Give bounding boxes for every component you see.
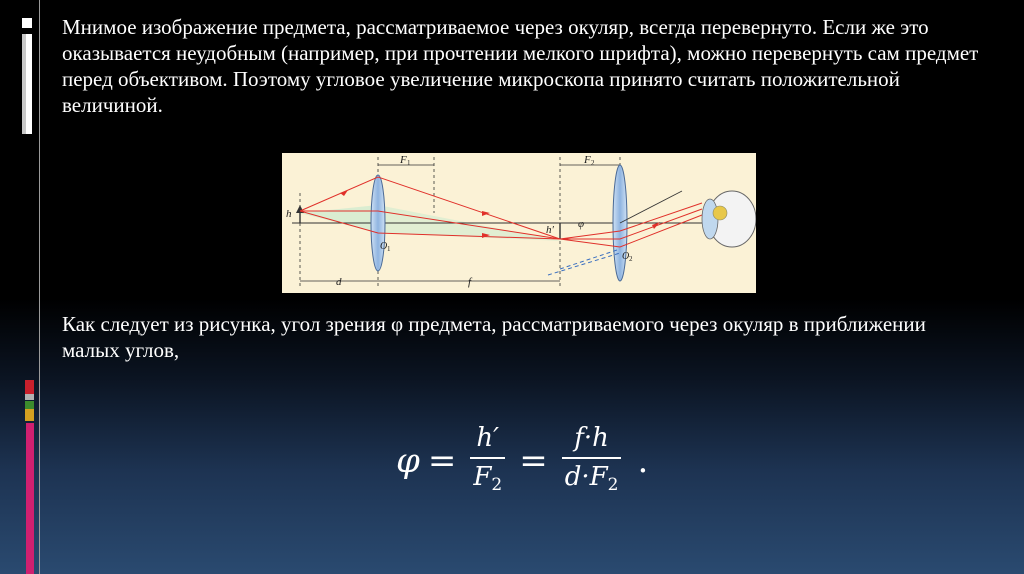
formula-equals-2: = (519, 441, 548, 481)
label-F1: F (400, 154, 407, 166)
formula-fraction-2 (562, 423, 622, 500)
fraction-2-numerator: f·h (574, 422, 609, 453)
paragraph-inverted-image: Мнимое изображение предмета, рассматриваемое через окуляр, всегда перевернуто. Если же это оказывается неудобным (например, при прочтении мелкого шрифта), можно перевернуть сам предмет перед объективом. Поэтому угловое увеличение микроскопа принято считать положительной величиной. (62, 15, 979, 117)
formula-equals-1: = (427, 441, 457, 481)
fraction-2-bar (562, 457, 622, 459)
label-F1-sub: 1 (407, 159, 411, 167)
formula-phi: φ (396, 441, 420, 481)
label-O2: O (622, 251, 630, 262)
angular-magnification-formula (396, 416, 648, 506)
left-decoration-strip (0, 0, 40, 574)
fraction-1-bar (470, 457, 505, 459)
microscope-ray-diagram (282, 153, 756, 293)
formula-fraction-1 (470, 423, 505, 500)
label-O1: O (380, 241, 388, 252)
label-h-prime: h′ (546, 224, 554, 236)
label-h: h (286, 208, 292, 220)
label-O2-sub: 2 (629, 255, 633, 263)
label-O1-sub: 1 (387, 245, 391, 253)
label-phi: φ (578, 218, 585, 230)
label-F2: F (584, 154, 591, 166)
formula-period: . (637, 441, 649, 481)
label-d: d (336, 276, 342, 288)
microscope-diagram (282, 153, 756, 293)
label-f: f (468, 276, 472, 288)
fraction-1-denominator: $F_2$ (473, 461, 503, 495)
fraction-1-numerator: h′ (476, 422, 500, 453)
left-divider-line (39, 0, 40, 574)
fraction-2-denominator: $d\cdot F_2$ (564, 461, 619, 495)
paragraph-angle-of-view: Как следует из рисунка, угол зрения φ предмета, рассматриваемого через окуляр в приближении малых углов, (62, 312, 926, 362)
label-F2-sub: 2 (591, 159, 595, 167)
